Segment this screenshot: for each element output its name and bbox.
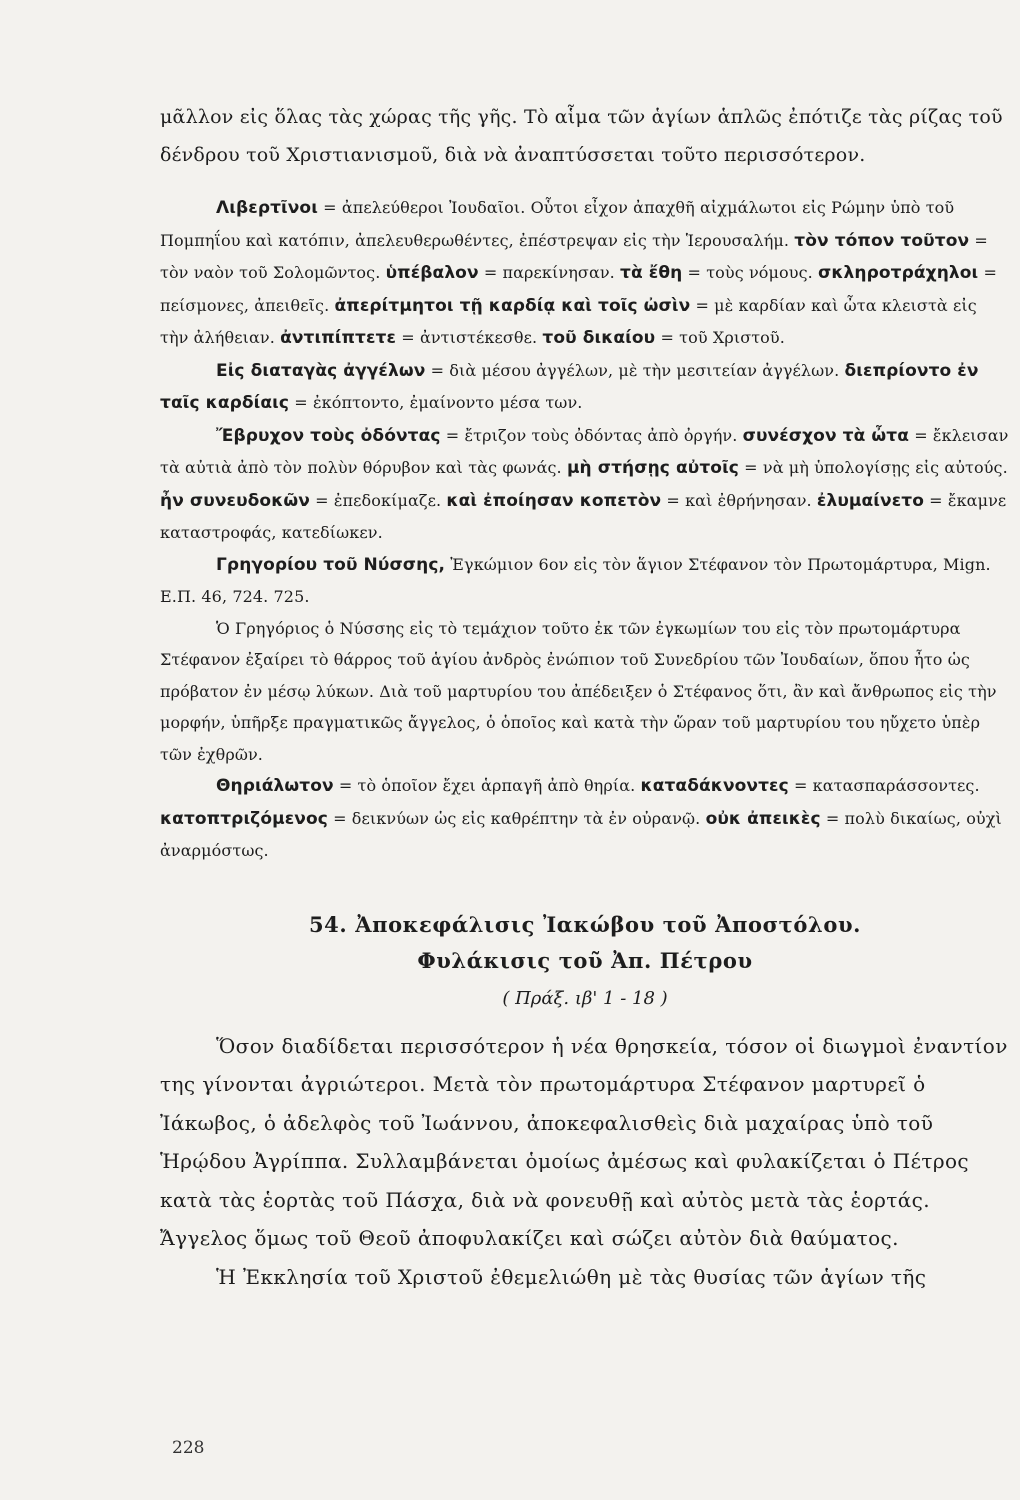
chapter-body-paragraph: Ἡ Ἐκκλησία τοῦ Χριστοῦ ἐθεμελιώθη μὲ τὰς θυσίας τῶν ἁγίων τῆς bbox=[216, 1264, 927, 1289]
glossed-term: καὶ ἐποίησαν κοπετὸν bbox=[446, 490, 662, 511]
chapter-reference: ( Πράξ. ιβ' 1 - 18 ) bbox=[502, 987, 668, 1009]
glossed-term: Εἰς διαταγὰς ἀγγέλων bbox=[216, 360, 426, 381]
glossed-term: σκληροτράχηλοι bbox=[818, 263, 979, 283]
glossed-term: καταδάκνοντες bbox=[640, 776, 789, 796]
glossed-term: ἀντιπίπτετε bbox=[280, 328, 397, 348]
glossed-term: Ἔβρυχον τοὺς ὀδόντας bbox=[216, 425, 441, 446]
glossed-term: κατοπτριζόμενος bbox=[160, 808, 328, 829]
glossed-term: οὐκ ἀπεικὲς bbox=[705, 808, 821, 829]
glossed-term: Θηριάλωτον bbox=[216, 776, 334, 796]
gloss-paragraph: Εἰς διαταγὰς ἀγγέλων = διὰ μέσου ἀγγέλων, μὲ τὴν μεσιτείαν ἀγγέλων. διεπρίοντο ἐν ταῖς καρδίαις = ἐκόπτοντο, ἐμαίνοντο μέσα των. bbox=[160, 360, 979, 413]
commentary-paragraph: Ὁ Γρηγόριος ὁ Νύσσης εἰς τὸ τεμάχιον τοῦτο ἐκ τῶν ἐγκωμίων του εἰς τὸν πρωτομάρτυρα Στέφανον ἐξαίρει τὸ θάρρος τοῦ ἁγίου ἀνδρὸς ἐνώπιον τοῦ Συνεδρίου τῶν Ἰουδαίων, ὅπου ἦτο ὡς πρόβατον ἐν μέσῳ λύκων. Διὰ τοῦ μαρτυρίου του ἀπέδειξεν ὁ Στέφανος ὅτι, ἂν καὶ ἄνθρωπος εἰς τὴν μορφήν, ὑπῆρξε πραγματικῶς ἄγγελος, ὁ ὁποῖος καὶ κατὰ τὴν ὥραν τοῦ μαρτυρίου του ηὔχετο ὑπὲρ τῶν ἐχθρῶν. bbox=[160, 618, 997, 764]
glossed-term: ὑπέβαλον bbox=[385, 263, 479, 283]
glossed-term: διεπρίοντο ἐν ταῖς καρδίαις bbox=[160, 360, 979, 413]
glossed-term: Γρηγορίου τοῦ Νύσσης, bbox=[216, 554, 446, 575]
glossed-term: Λιβερτῖνοι bbox=[216, 198, 318, 218]
glossed-term: ἐλυμαίνετο bbox=[816, 490, 924, 511]
glossed-term: ἦν συνευδοκῶν bbox=[160, 490, 310, 511]
intro-paragraph: μᾶλλον εἰς ὅλας τὰς χώρας τῆς γῆς. Τὸ αἷμα τῶν ἁγίων ἁπλῶς ἐπότιζε τὰς ρίζας τοῦ δένδρου τοῦ Χριστιανισμοῦ, διὰ νὰ ἀναπτύσσεται τοῦτο περισσότερον. bbox=[160, 106, 1003, 166]
gloss-paragraph: Λιβερτῖνοι = ἀπελεύθεροι Ἰουδαῖοι. Οὗτοι εἶχον ἀπαχθῆ αἰχμάλωτοι εἰς Ρώμην ὑπὸ τοῦ Πομπηΐου καὶ κατόπιν, ἀπελευθερωθέντες, ἐπέστρεψαν εἰς τὴν Ἱερουσαλήμ. τὸν τόπον τοῦτον = τὸν ναὸν τοῦ Σολομῶντος. ὑπέβαλον = παρεκίνησαν. τὰ ἔθη = τοὺς νόμους. σκληροτράχηλοι = πείσμονες, ἀπειθεῖς. ἀπερίτμητοι τῇ καρδίᾳ καὶ τοῖς ὠσὶν = μὲ καρδίαν καὶ ὦτα κλειστὰ εἰς τὴν ἀλήθειαν. ἀντιπίπτετε = ἀντιστέκεσθε. τοῦ δικαίου = τοῦ Χριστοῦ. bbox=[160, 198, 997, 348]
page-number: 228 bbox=[172, 1438, 205, 1458]
chapter-title: 54. Ἀποκεφάλισις Ἰακώβου τοῦ Ἀποστόλου. bbox=[308, 911, 862, 937]
gloss-paragraph: Γρηγορίου τοῦ Νύσσης, Ἐγκώμιον 6ον εἰς τὸν ἅγιον Στέφανον τὸν Πρωτομάρτυρα, Mign. E.Π. 46, 724. 725. bbox=[160, 554, 991, 606]
glossed-term: ἀπερίτμητοι τῇ καρδίᾳ καὶ τοῖς ὠσὶν bbox=[334, 295, 691, 316]
glossed-term: τοῦ δικαίου bbox=[542, 328, 656, 348]
gloss-paragraph: Ἔβρυχον τοὺς ὀδόντας = ἔτριζον τοὺς ὀδόντας ἀπὸ ὀργήν. συνέσχον τὰ ὦτα = ἔκλεισαν τὰ αὐτιὰ ἀπὸ τὸν πολὺν θόρυβον καὶ τὰς φωνάς. μὴ στήσῃς αὐτοῖς = νὰ μὴ ὑπολογίσῃς εἰς αὐτούς. ἦν συνευδοκῶν = ἐπεδοκίμαζε. καὶ ἐποίησαν κοπετὸν = καὶ ἐθρήνησαν. ἐλυμαίνετο = ἔκαμνε καταστροφάς, κατεδίωκεν. bbox=[160, 425, 1009, 542]
glossed-term: συνέσχον τὰ ὦτα bbox=[742, 425, 910, 446]
glossed-term: τὸν τόπον τοῦτον bbox=[794, 230, 970, 251]
gloss-paragraph: Θηριάλωτον = τὸ ὁποῖον ἔχει ἁρπαγῆ ἀπὸ θηρία. καταδάκνοντες = κατασπαράσσοντες. κατοπτριζόμενος = δεικνύων ὡς εἰς καθρέπτην τὰ ἐν οὐρανῷ. οὐκ ἀπεικὲς = πολὺ δικαίως, οὐχὶ ἀναρμόστως. bbox=[160, 776, 1002, 860]
glossed-term: τὰ ἔθη bbox=[620, 263, 683, 283]
chapter-subtitle: Φυλάκισις τοῦ Ἀπ. Πέτρου bbox=[417, 947, 753, 973]
glossed-term: μὴ στήσῃς αὐτοῖς bbox=[566, 458, 739, 478]
chapter-body-paragraph: Ὅσον διαδίδεται περισσότερον ἡ νέα θρησκεία, τόσον οἱ διωγμοὶ ἐναντίον της γίνονται ἀγριώτεροι. Μετὰ τὸν πρωτομάρτυρα Στέφανον μαρτυρεῖ ὁ Ἰάκωβος, ὁ ἀδελφὸς τοῦ Ἰωάννου, ἀποκεφαλισθεὶς διὰ μαχαίρας ὑπὸ τοῦ Ἡρῴδου Ἀγρίππα. Συλλαμβάνεται ὁμοίως ἀμέσως καὶ φυλακίζεται ὁ Πέτρος κατὰ τὰς ἑορτὰς τοῦ Πάσχα, διὰ νὰ φονευθῇ καὶ αὐτὸς μετὰ τὰς ἑορτάς. Ἄγγελος ὅμως τοῦ Θεοῦ ἀποφυλακίζει καὶ σώζει αὐτὸν διὰ θαύματος. bbox=[160, 1033, 1008, 1250]
page-content bbox=[160, 98, 1010, 1296]
